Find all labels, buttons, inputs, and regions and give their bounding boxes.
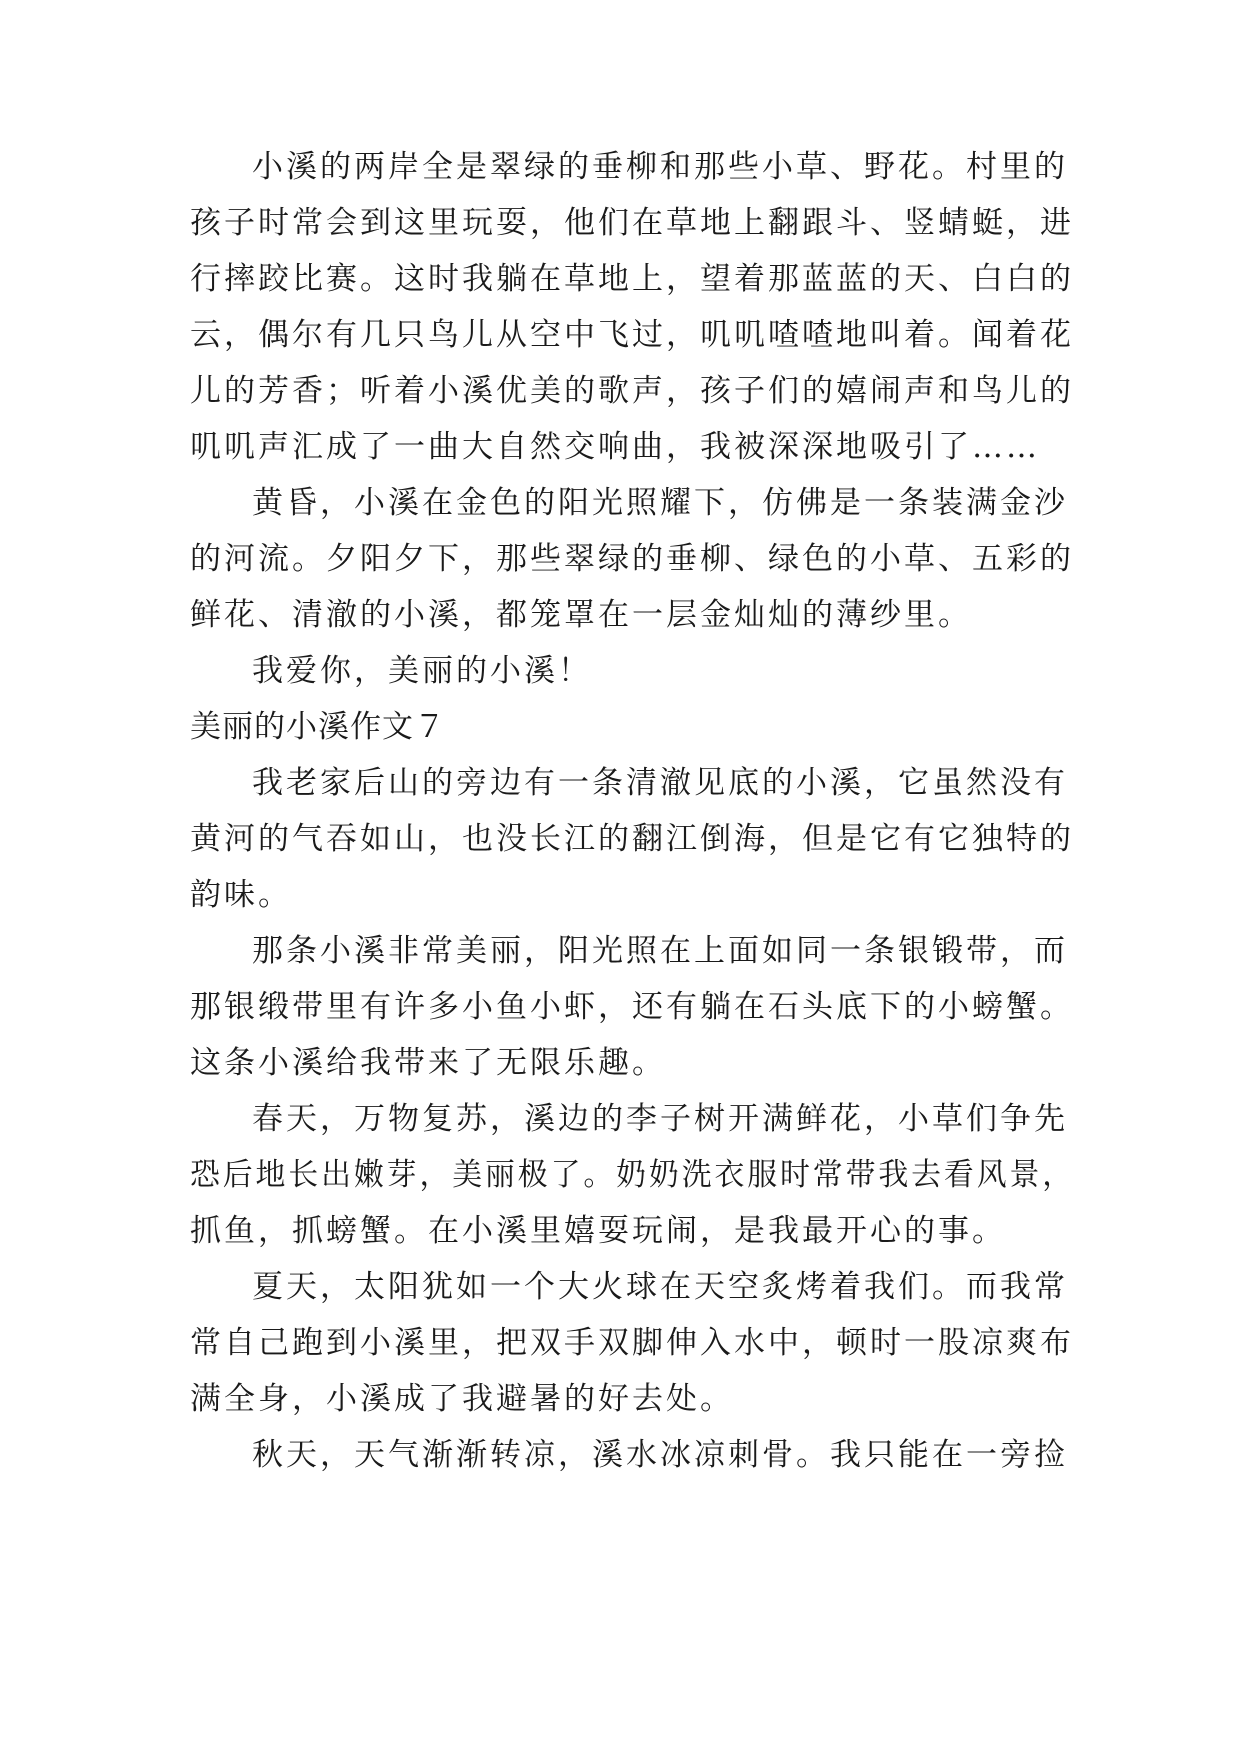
text-line: 云，偶尔有几只鸟儿从空中飞过，叽叽喳喳地叫着。闻着花 — [190, 317, 1074, 353]
text-line: 孩子时常会到这里玩耍，他们在草地上翻跟斗、竖蜻蜓，进 — [190, 205, 1074, 241]
text-line: 这条小溪给我带来了无限乐趣。 — [190, 1045, 666, 1081]
text-line: 那银缎带里有许多小鱼小虾，还有躺在石头底下的小螃蟹。 — [190, 989, 1074, 1025]
text-line: 行摔跤比赛。这时我躺在草地上，望着那蓝蓝的天、白白的 — [190, 261, 1074, 297]
text-line: 小溪的两岸全是翠绿的垂柳和那些小草、野花。村里的 — [252, 149, 1068, 185]
text-line: 那条小溪非常美丽，阳光照在上面如同一条银锻带，而 — [252, 933, 1068, 969]
text-line: 儿的芳香；听着小溪优美的歌声，孩子们的嬉闹声和鸟儿的 — [190, 373, 1074, 409]
text-line: 韵味。 — [190, 877, 292, 913]
text-line: 我爱你，美丽的小溪！ — [252, 653, 592, 689]
text-line: 黄河的气吞如山，也没长江的翻江倒海，但是它有它独特的 — [190, 821, 1074, 857]
section-heading: 美丽的小溪作文７ — [190, 709, 446, 745]
text-line: 秋天，天气渐渐转凉，溪水冰凉刺骨。我只能在一旁捡 — [252, 1437, 1068, 1473]
text-line: 我老家后山的旁边有一条清澈见底的小溪，它虽然没有 — [252, 765, 1068, 801]
text-line: 恐后地长出嫩芽，美丽极了。奶奶洗衣服时常带我去看风景， — [190, 1157, 1076, 1193]
text-line: 常自己跑到小溪里，把双手双脚伸入水中，顿时一股凉爽布 — [190, 1325, 1074, 1361]
text-line: 春天，万物复苏，溪边的李子树开满鲜花，小草们争先 — [252, 1101, 1068, 1137]
text-line: 夏天，太阳犹如一个大火球在天空炙烤着我们。而我常 — [252, 1269, 1068, 1305]
text-line: 鲜花、清澈的小溪，都笼罩在一层金灿灿的薄纱里。 — [190, 597, 972, 633]
text-line: 黄昏，小溪在金色的阳光照耀下，仿佛是一条装满金沙 — [252, 485, 1068, 521]
text-line: 满全身，小溪成了我避暑的好去处。 — [190, 1381, 734, 1417]
text-line: 抓鱼，抓螃蟹。在小溪里嬉耍玩闹，是我最开心的事。 — [190, 1213, 1006, 1249]
text-line: 的河流。夕阳夕下，那些翠绿的垂柳、绿色的小草、五彩的 — [190, 541, 1074, 577]
text-line: 叽叽声汇成了一曲大自然交响曲，我被深深地吸引了…… — [190, 429, 1040, 465]
